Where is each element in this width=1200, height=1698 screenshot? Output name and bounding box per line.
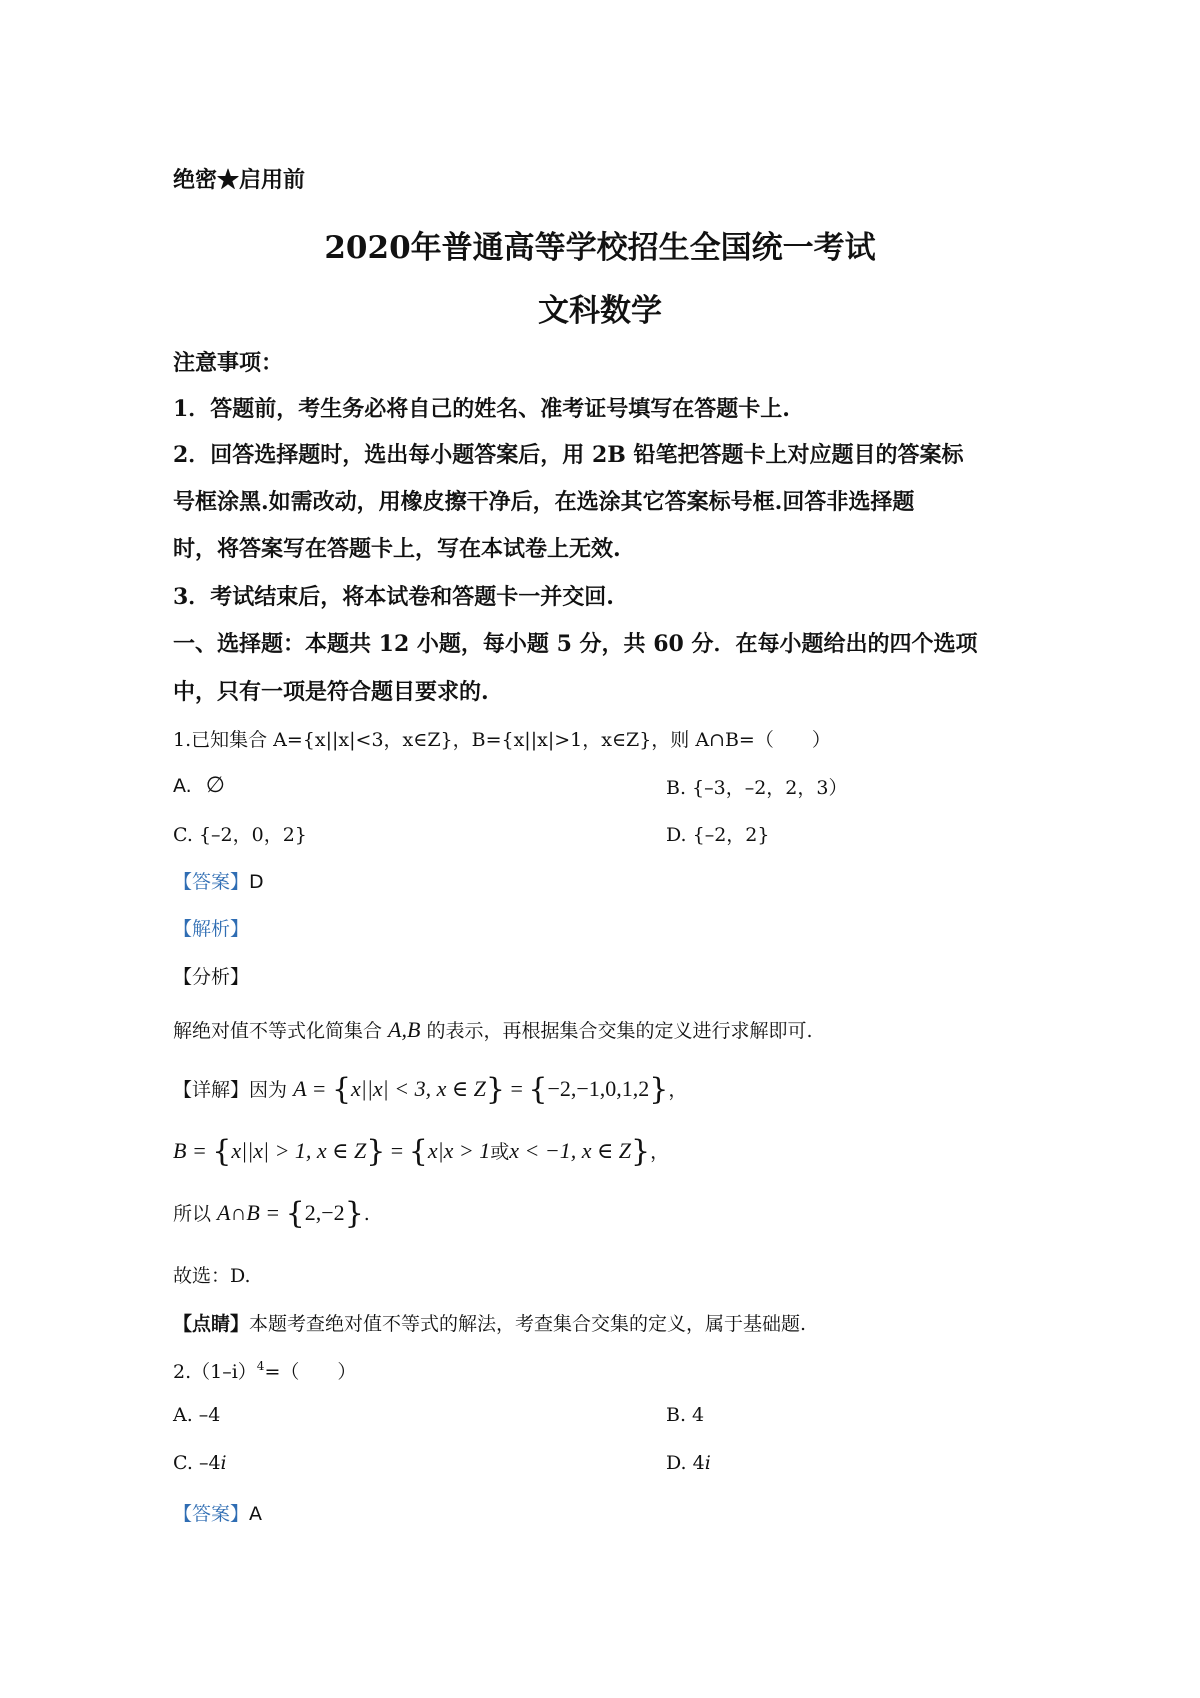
q1-detail-eq1-close-brace: } (485, 1072, 505, 1107)
secret-label: 绝密★启用前 (173, 167, 306, 193)
q1-detail-eq1-equals: = (504, 1076, 529, 1101)
section-1-heading-line-1: 一、选择题：本题共 12 小题，每小题 5 分，共 60 分．在每小题给出的四个选项 (173, 631, 978, 657)
q2-option-d (666, 1452, 711, 1474)
q1-detail-eq3: A∩B = (217, 1200, 286, 1225)
q2-option-c (173, 1452, 227, 1474)
q1-detail-eq2-rhs-b: x < −1, x ∈ Z (509, 1138, 632, 1163)
q1-detail-line-2 (173, 1134, 669, 1169)
q1-option-a-value: ∅ (205, 773, 225, 798)
q1-detail-text-1: 因为 (249, 1079, 294, 1101)
q1-option-d: D. {–2，2} (666, 824, 770, 846)
q1-detail-eq1-lhs: A = (293, 1076, 332, 1101)
q1-dianjing-tag: 【点睛】 (173, 1313, 250, 1335)
q2-answer-value: A (249, 1503, 263, 1525)
q1-detail-eq2-set: x||x| > 1, x ∈ Z (231, 1138, 367, 1163)
q1-option-b: B. {–3，–2，2，3） (666, 777, 848, 799)
q1-fenxi-tag: 【分析】 (173, 966, 250, 988)
notice-heading: 注意事项： (173, 350, 284, 376)
exam-subject: 文科数学 (538, 293, 662, 329)
q2-option-c-i: i (220, 1452, 227, 1474)
q1-detail-eq1-rhs-close-brace: } (649, 1072, 669, 1107)
q1-detail-eq1-end: ， (668, 1079, 688, 1101)
q2-stem-a: 2.（1–i） (173, 1361, 257, 1383)
q2-stem-b: =（ ） (264, 1361, 357, 1383)
notice-item-3: 3．考试结束后，将本试卷和答题卡一并交回. (173, 584, 614, 610)
q1-option-a (173, 773, 225, 798)
q1-detail-eq2-end: ， (650, 1141, 670, 1163)
q1-fenxi-text-1: 解绝对值不等式化简集合 (173, 1020, 389, 1042)
q2-stem-superscript: 4 (256, 1359, 265, 1373)
q1-detail-eq3-end: . (363, 1203, 370, 1225)
q1-fenxi-text (173, 1016, 813, 1043)
q1-detail-eq2-rhs-a: x|x > 1 (427, 1138, 491, 1163)
q1-analysis-tag (173, 914, 249, 941)
q1-option-c: C. {–2，0，2} (173, 824, 307, 846)
q1-detail-eq1-rhs: −2,−1,0,1,2 (547, 1076, 650, 1101)
q2-option-c-prefix: C. –4 (173, 1452, 221, 1474)
q1-answer-value: D (249, 871, 264, 893)
q1-detail-line-3 (173, 1196, 370, 1231)
q1-detail-eq1-set: x||x| < 3, x ∈ Z (351, 1076, 486, 1101)
notice-item-1: 1．答题前，考生务必将自己的姓名、准考证号填写在答题卡上. (173, 396, 790, 422)
q1-fenxi-math: A,B (388, 1017, 421, 1042)
q1-detail-eq2-open-brace: { (212, 1134, 232, 1169)
q1-detail-eq2-rhs-open-brace: { (408, 1134, 428, 1169)
q2-option-a: A. –4 (173, 1404, 221, 1426)
q1-dianjing (173, 1309, 806, 1336)
q1-answer (173, 867, 264, 894)
q2-option-d-i: i (704, 1452, 711, 1474)
q1-detail-text-3: 所以 (173, 1203, 218, 1225)
q2-answer (173, 1499, 262, 1526)
q1-answer-tag: 【答案】 (173, 871, 250, 893)
question-1-stem: 1.已知集合 A={x||x|<3，x∈Z}，B={x||x|>1，x∈Z}，则 A∩B=（ ） (173, 729, 831, 751)
q1-detail-eq2-equals: = (385, 1138, 409, 1163)
q1-detail-eq3-close-brace: } (344, 1196, 364, 1231)
q1-detail-eq2-close-brace: } (366, 1134, 386, 1169)
q1-detail-eq1-rhs-open-brace: { (528, 1072, 548, 1107)
notice-item-2-line-2: 号框涂黑.如需改动，用橡皮擦干净后，在选涂其它答案标号框.回答非选择题 (173, 489, 915, 515)
q1-detail-eq2-or: 或 (490, 1141, 510, 1163)
q1-detail-tag: 【详解】 (173, 1079, 250, 1101)
section-1-heading-line-2: 中，只有一项是符合题目要求的. (173, 679, 489, 705)
q1-analysis-label: 【解析】 (173, 918, 250, 940)
q1-detail-eq1-open-brace: { (331, 1072, 352, 1107)
q1-detail-eq2-lhs: B = (173, 1138, 213, 1163)
q1-option-a-label: A. (173, 775, 192, 797)
exam-title: 2020年普通高等学校招生全国统一考试 (324, 230, 876, 266)
q1-fenxi-text-2: 的表示，再根据集合交集的定义进行求解即可. (420, 1020, 813, 1042)
q1-choose: 故选：D. (173, 1265, 251, 1287)
notice-item-2-line-1: 2．回答选择题时，选出每小题答案后，用 2B 铅笔把答题卡上对应题目的答案标 (173, 442, 964, 468)
q2-option-b: B. 4 (666, 1404, 705, 1426)
q2-answer-tag: 【答案】 (173, 1503, 250, 1525)
q1-detail-eq3-rhs: 2,−2 (304, 1200, 345, 1225)
q1-detail-eq2-rhs-close-brace: } (631, 1134, 651, 1169)
question-2-stem (173, 1357, 356, 1384)
q2-option-d-prefix: D. 4 (666, 1452, 705, 1474)
q1-detail-eq3-open-brace: { (285, 1196, 305, 1231)
q1-dianjing-text: 本题考查绝对值不等式的解法，考查集合交集的定义，属于基础题. (249, 1313, 807, 1335)
q1-detail-line-1 (173, 1072, 687, 1107)
notice-item-2-line-3: 时，将答案写在答题卡上，写在本试卷上无效. (173, 536, 621, 562)
